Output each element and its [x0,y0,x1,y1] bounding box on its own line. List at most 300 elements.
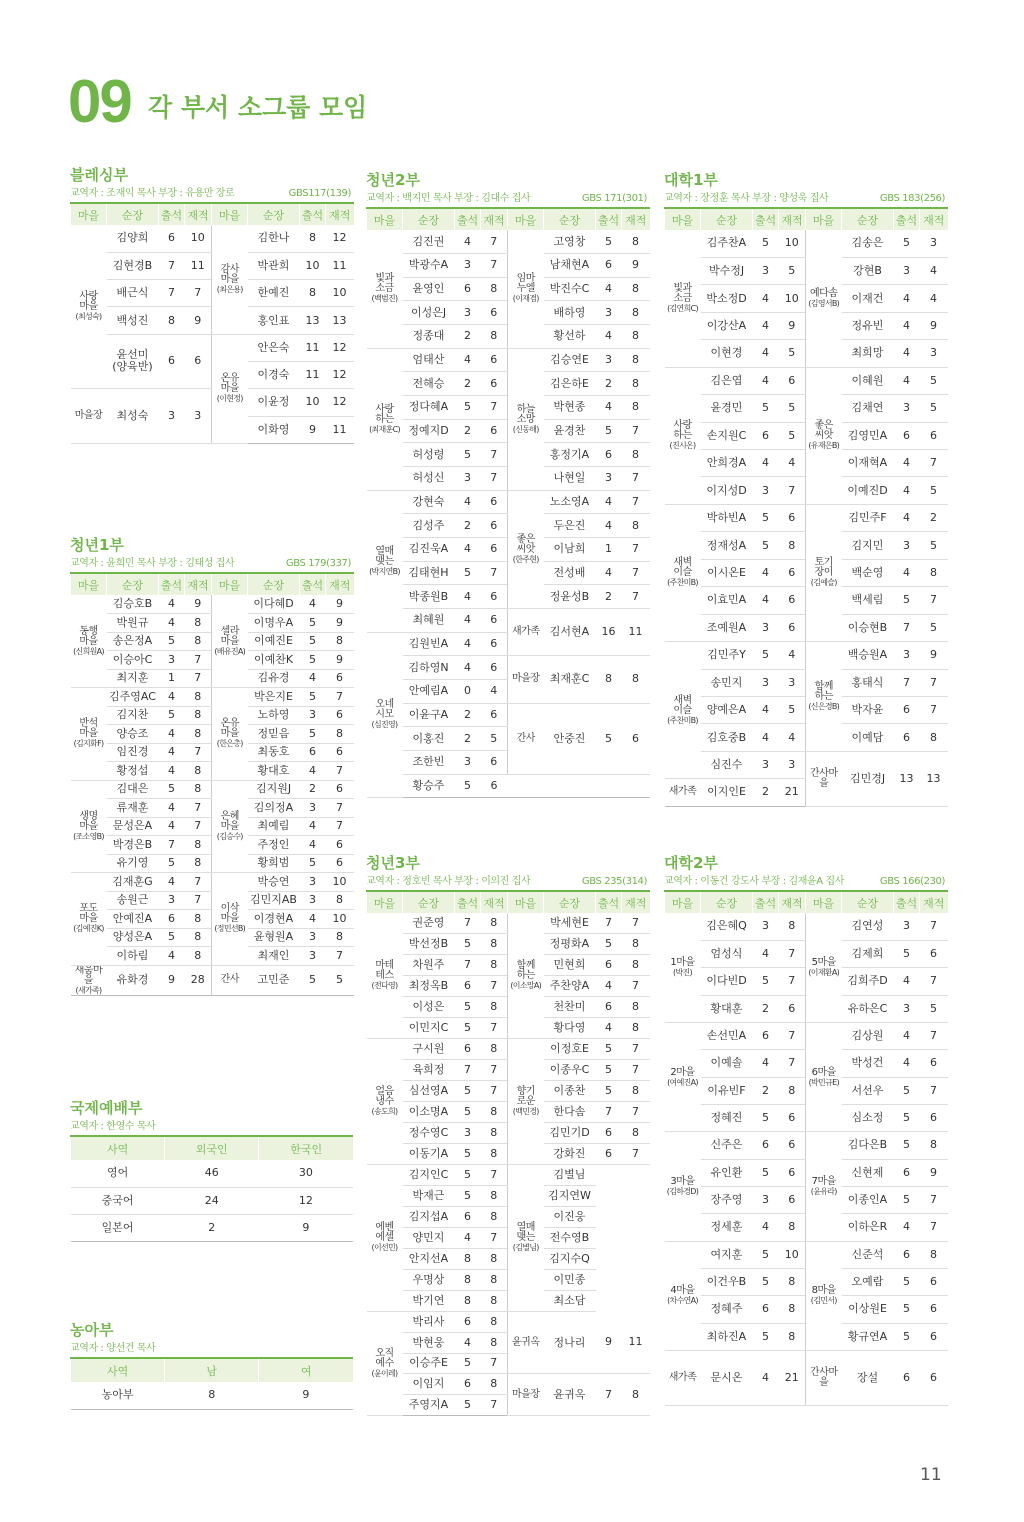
leader-name: 심소정 [842,1104,894,1131]
enrollment: 8 [622,301,650,325]
leader-name: 송은정A [107,632,159,651]
enrollment: 10 [326,910,354,929]
village-leader: (김예진K) [73,924,104,934]
attendance: 2 [455,419,481,443]
village-label: 윤귀옥 [512,1336,540,1348]
village-label: 장이 [814,567,833,579]
leader-name: 박재근 [403,1185,455,1206]
leader-name: 김양희 [107,225,159,252]
leader-name: 안은숙 [248,334,300,361]
village-leader: (김민서) [810,1296,837,1306]
column-header: 출석 [159,203,185,225]
attendance: 5 [753,1241,779,1268]
leader-name: 이상원E [842,1296,894,1323]
enrollment: 11 [622,1311,650,1374]
leader-name: 김진욱A [403,538,455,562]
section-title: 블레싱부 [70,166,128,184]
enrollment: 9 [920,1159,948,1186]
enrollment: 7 [622,585,650,609]
leader-name: 최예림 [248,817,300,836]
table-cell: 30 [259,1160,353,1187]
leader-name: 이명우A [248,614,300,633]
enrollment: 6 [481,609,508,633]
village-leader: (한은총) [216,739,243,749]
column-header: 마을 [665,891,701,913]
attendance: 3 [894,913,920,940]
attendance: 6 [455,1206,481,1227]
section-table [70,202,354,444]
leader-name: 김진권 [403,230,455,254]
leader-name: 권준영 [403,913,455,934]
enrollment: 8 [779,1323,806,1350]
enrollment: 6 [326,743,354,762]
leader-name: 엄태산 [403,348,455,372]
village-label: 온유 [220,373,239,385]
village-label: 씨앗 [516,543,535,555]
leader-name: 윤영인 [403,277,455,301]
attendance: 6 [455,277,481,301]
leader-name: 조예원A [701,614,753,641]
leader-name: 이성은J [403,301,455,325]
leader-name: 송민지 [701,669,753,696]
section-staff: 교역자 : 조재익 목사 부장 : 유용만 장로 GBS117(139) [70,185,353,202]
leader-name: 안중진 [544,703,596,774]
enrollment: 10 [779,230,806,257]
enrollment: 8 [185,854,212,873]
attendance: 2 [455,727,481,751]
enrollment: 7 [779,1022,806,1049]
leader-name: 이강산A [701,312,753,339]
attendance: 4 [753,312,779,339]
leader-name: 황희범 [248,854,300,873]
attendance: 3 [300,706,326,725]
enrollment: 5 [920,477,948,504]
leader-name: 이승주E [403,1353,455,1374]
enrollment: 8 [481,325,508,349]
village-label: 셀라 [220,625,239,637]
village-leader: (송도희) [371,1107,398,1117]
leader-name: 박은지E [248,688,300,707]
enrollment: 7 [622,538,650,562]
leader-name: 정나리 [544,1311,596,1374]
attendance: 4 [159,595,185,614]
village-name [367,1039,403,1165]
attendance: 6 [159,910,185,929]
attendance: 7 [455,1060,481,1081]
section-staff: 교역자 : 양선건 목사 [70,1343,156,1354]
enrollment: 6 [920,1323,948,1350]
leader-name: 이종찬 [544,1081,596,1102]
leader-name: 이건우B [701,1268,753,1295]
enrollment: 6 [920,1351,948,1406]
attendance: 4 [894,450,920,477]
enrollment: 4 [779,642,806,669]
attendance: 6 [596,443,622,467]
attendance: 6 [300,743,326,762]
attendance: 3 [159,891,185,910]
village-label: 마을 [220,820,239,832]
village-label: 포도 [79,903,98,915]
attendance: 8 [159,307,185,334]
leader-name: 박세현E [544,913,596,934]
enrollment: 10 [326,280,354,307]
leader-name: 이혜원 [842,367,894,394]
village-name [212,780,248,873]
village-label: 간사 [220,974,239,985]
enrollment: 5 [779,422,806,449]
attendance: 2 [596,372,622,396]
enrollment: 7 [622,1102,650,1123]
leader-name: 이민종 [544,1269,596,1290]
village-label: 마을 [220,273,239,285]
attendance: 5 [753,1159,779,1186]
attendance: 16 [596,609,622,656]
enrollment: 4 [481,679,508,703]
leader-name: 양예은A [701,696,753,723]
village-name [806,913,842,1022]
attendance: 5 [894,1104,920,1131]
leader-name: 박원규 [107,614,159,633]
attendance: 8 [455,1269,481,1290]
enrollment: 7 [326,688,354,707]
village-label: 마테 [375,960,394,972]
leader-name: 김다은B [842,1132,894,1159]
enrollment: 7 [481,1060,508,1081]
leader-name: 정혜진 [701,1104,753,1131]
attendance: 2 [455,372,481,396]
attendance: 6 [894,1241,920,1268]
enrollment: 7 [326,799,354,818]
leader-name: 이정호E [544,1039,596,1060]
attendance: 6 [753,1132,779,1159]
enrollment: 8 [622,1018,650,1039]
table-cell: 46 [165,1160,259,1187]
village-label: 오네 [375,699,394,711]
village-name [508,656,544,703]
enrollment: 3 [779,751,806,778]
enrollment: 7 [185,280,212,307]
attendance: 4 [300,817,326,836]
village-label: 새벽 [673,557,692,569]
leader-name: 우명상 [403,1269,455,1290]
village-name [665,779,701,806]
leader-name: 김민경J [842,751,894,806]
enrollment: 8 [185,928,212,947]
leader-name: 주영지A [403,1395,455,1416]
leader-name: 정세훈 [701,1214,753,1241]
attendance: 5 [159,780,185,799]
attendance: 3 [894,257,920,284]
enrollment: 8 [481,1206,508,1227]
attendance: 4 [300,836,326,855]
leader-name: 안희경A [701,450,753,477]
enrollment: 6 [779,1186,806,1213]
enrollment: 7 [622,1039,650,1060]
village-name [806,1351,842,1406]
attendance: 4 [596,976,622,997]
column-header: 출석 [300,203,326,225]
village-leader: (한주현) [512,554,539,564]
leader-name: 박승연 [248,873,300,892]
table-row [71,595,354,614]
village-name [806,1022,842,1131]
enrollment: 7 [779,940,806,967]
attendance: 3 [753,669,779,696]
leader-name: 이임지 [403,1374,455,1395]
village-label: 함께 [516,960,535,972]
table-row [367,1374,650,1395]
enrollment: 7 [920,669,948,696]
leader-name: 김지원J [248,780,300,799]
leader-name: 이종인A [842,1186,894,1213]
column-header: 재적 [481,891,508,913]
attendance: 4 [596,396,622,420]
enrollment: 8 [481,1185,508,1206]
attendance: 13 [300,307,326,334]
enrollment: 7 [185,651,212,670]
village-name [212,688,248,781]
enrollment: 6 [779,367,806,394]
village-label: 4마을 [670,1285,695,1297]
attendance: 3 [753,913,779,940]
attendance: 2 [455,325,481,349]
attendance: 4 [894,504,920,531]
village-label: 맺는 [375,555,394,567]
attendance: 4 [596,561,622,585]
attendance: 3 [596,301,622,325]
attendance: 7 [455,913,481,934]
table-cell: 9 [259,1382,353,1409]
enrollment: 7 [622,467,650,491]
leader-name: 김서현A [544,609,596,656]
leader-name: 이예솔 [701,1050,753,1077]
column-header: 순장 [403,891,455,913]
leader-name: 정유빈 [842,312,894,339]
enrollment: 7 [622,419,650,443]
enrollment: 7 [622,913,650,934]
section-staff: 교역자 : 윤희민 목사 부장 : 김태성 집사 GBS 179(337) [70,555,353,572]
village-leader: (이현정) [216,394,243,404]
attendance: 5 [753,1104,779,1131]
leader-name: 손지원C [701,422,753,449]
enrollment: 6 [481,703,508,727]
village-label: 테스 [375,970,394,982]
column-header: 마을 [71,573,107,595]
attendance: 7 [159,252,185,279]
section-youth1 [70,535,353,996]
leader-name: 이시온E [701,559,753,586]
leader-name: 최지훈 [107,669,159,688]
leader-name: 안예진A [107,910,159,929]
enrollment: 8 [481,1311,508,1332]
column-header: 재적 [185,203,212,225]
village-leader: (정민선B) [214,924,246,934]
enrollment: 8 [779,532,806,559]
village-label: 마을 [220,383,239,395]
leader-name: 한다솜 [544,1102,596,1123]
table-cell: 9 [259,1214,353,1241]
enrollment: 11 [185,252,212,279]
leader-name: 두은진 [544,514,596,538]
enrollment: 6 [779,995,806,1022]
village-label: 7마을 [811,1175,836,1187]
leader-name: 전성배 [544,561,596,585]
enrollment: 5 [920,995,948,1022]
enrollment: 6 [779,614,806,641]
enrollment: 7 [622,561,650,585]
leader-name: 김하영N [403,656,455,680]
attendance: 3 [300,947,326,966]
village-label: 시모 [375,709,394,721]
enrollment: 8 [481,1102,508,1123]
village-leader: (주찬미B) [667,715,698,725]
leader-name: 김주찬A [701,230,753,257]
leader-name: 최희망 [842,340,894,367]
leader-name: 이경숙 [248,361,300,388]
leader-name: 양성은A [107,928,159,947]
attendance: 0 [455,679,481,703]
enrollment: 6 [481,538,508,562]
village-leader: (여예진A) [667,1077,698,1087]
attendance: 3 [753,477,779,504]
column-header: 순장 [842,891,894,913]
column-header: 재적 [920,891,948,913]
leader-name: 신준석 [842,1241,894,1268]
village-leader: (김연희C) [667,303,698,313]
village-label: 8마을 [811,1285,836,1297]
leader-name: 김지민 [842,532,894,559]
section-staff: 교역자 : 정호빈 목사 부장 : 이의진 집사 GBS 235(314) [366,873,649,890]
enrollment: 6 [481,774,508,798]
column-header: 순장 [544,208,596,230]
village-label: 마을 [79,635,98,647]
enrollment: 6 [481,750,508,774]
enrollment: 7 [481,443,508,467]
enrollment: 9 [779,312,806,339]
attendance: 5 [455,1143,481,1164]
village-leader: (최성숙) [75,312,102,322]
village-leader: (진시온) [669,441,696,451]
attendance: 5 [753,968,779,995]
attendance: 5 [596,934,622,955]
column-header: 순장 [107,203,159,225]
leader-name: 차원주 [403,955,455,976]
leader-name: 신현제 [842,1159,894,1186]
leader-name: 김의정A [248,799,300,818]
enrollment: 8 [481,1374,508,1395]
attendance: 3 [455,467,481,491]
village-leader: (김영서B) [808,298,840,308]
enrollment: 6 [326,706,354,725]
attendance: 2 [455,703,481,727]
enrollment: 10 [185,225,212,252]
attendance: 11 [300,361,326,388]
attendance: 5 [596,1060,622,1081]
column-header: 순장 [248,573,300,595]
enrollment: 6 [920,1296,948,1323]
column-header: 남 [165,1358,259,1382]
leader-name: 장설 [842,1351,894,1406]
enrollment: 5 [920,395,948,422]
village-label: 간사마을 [810,1366,838,1388]
village-label: 열매 [375,545,394,557]
village-leader: (이선민) [371,1243,398,1253]
table-row [367,703,650,727]
attendance: 1 [159,669,185,688]
village-label: 이슬 [673,704,692,716]
enrollment: 11 [622,609,650,656]
village-label: 1마을 [670,956,695,968]
attendance: 5 [455,1353,481,1374]
table-row [665,751,948,778]
enrollment: 8 [622,396,650,420]
table-row [71,334,354,361]
leader-name: 윤경민 [701,395,753,422]
village-label: 새움마을 [74,965,103,986]
village-name [665,367,701,504]
enrollment: 10 [779,1241,806,1268]
attendance: 4 [159,743,185,762]
attendance: 6 [753,1022,779,1049]
village-name [71,225,107,389]
leader-name: 김재훈G [107,873,159,892]
attendance: 4 [596,1018,622,1039]
enrollment: 7 [326,947,354,966]
gbs-count: GBS 166(230) [879,876,945,887]
leader-name: 이홍진 [403,727,455,751]
enrollment: 9 [326,614,354,633]
attendance: 4 [753,285,779,312]
enrollment: 8 [622,348,650,372]
leader-name: 김유경 [248,669,300,688]
section-staff: 교역자 : 이동건 강도사 부장 : 김재윤A 집사 GBS 166(230) [664,873,947,890]
leader-name: 장주영 [701,1186,753,1213]
column-header: 순장 [842,208,894,230]
column-header: 사역 [71,1136,165,1160]
leader-name: 정수영C [403,1123,455,1144]
attendance: 6 [159,334,185,389]
attendance: 4 [894,1214,920,1241]
enrollment: 8 [185,632,212,651]
village-label: 마을장 [512,1388,540,1400]
enrollment: 7 [920,1077,948,1104]
leader-name: 김승호B [107,595,159,614]
village-label: 온유 [220,718,239,730]
village-label: 마을 [220,913,239,925]
attendance: 4 [455,348,481,372]
attendance: 4 [894,367,920,394]
village-label: 생명 [79,810,98,822]
enrollment: 7 [779,477,806,504]
table-cell: 농아부 [71,1382,165,1409]
attendance: 7 [894,614,920,641]
leader-name: 황다영 [544,1018,596,1039]
village-name [665,1022,701,1131]
leader-name: 강화진 [544,1143,596,1164]
village-name [508,348,544,490]
attendance: 6 [455,976,481,997]
leader-name: 박선정B [403,934,455,955]
column-header: 한국인 [259,1136,353,1160]
leader-name: 강현숙 [403,490,455,514]
section-title: 농아부 [70,1321,114,1339]
village-leader: (이재환A) [808,967,840,977]
column-header: 마을 [71,203,107,225]
leader-name: 김은하E [544,372,596,396]
leader-name: 박광수A [403,254,455,278]
village-name [71,965,107,995]
column-header: 출석 [455,208,481,230]
